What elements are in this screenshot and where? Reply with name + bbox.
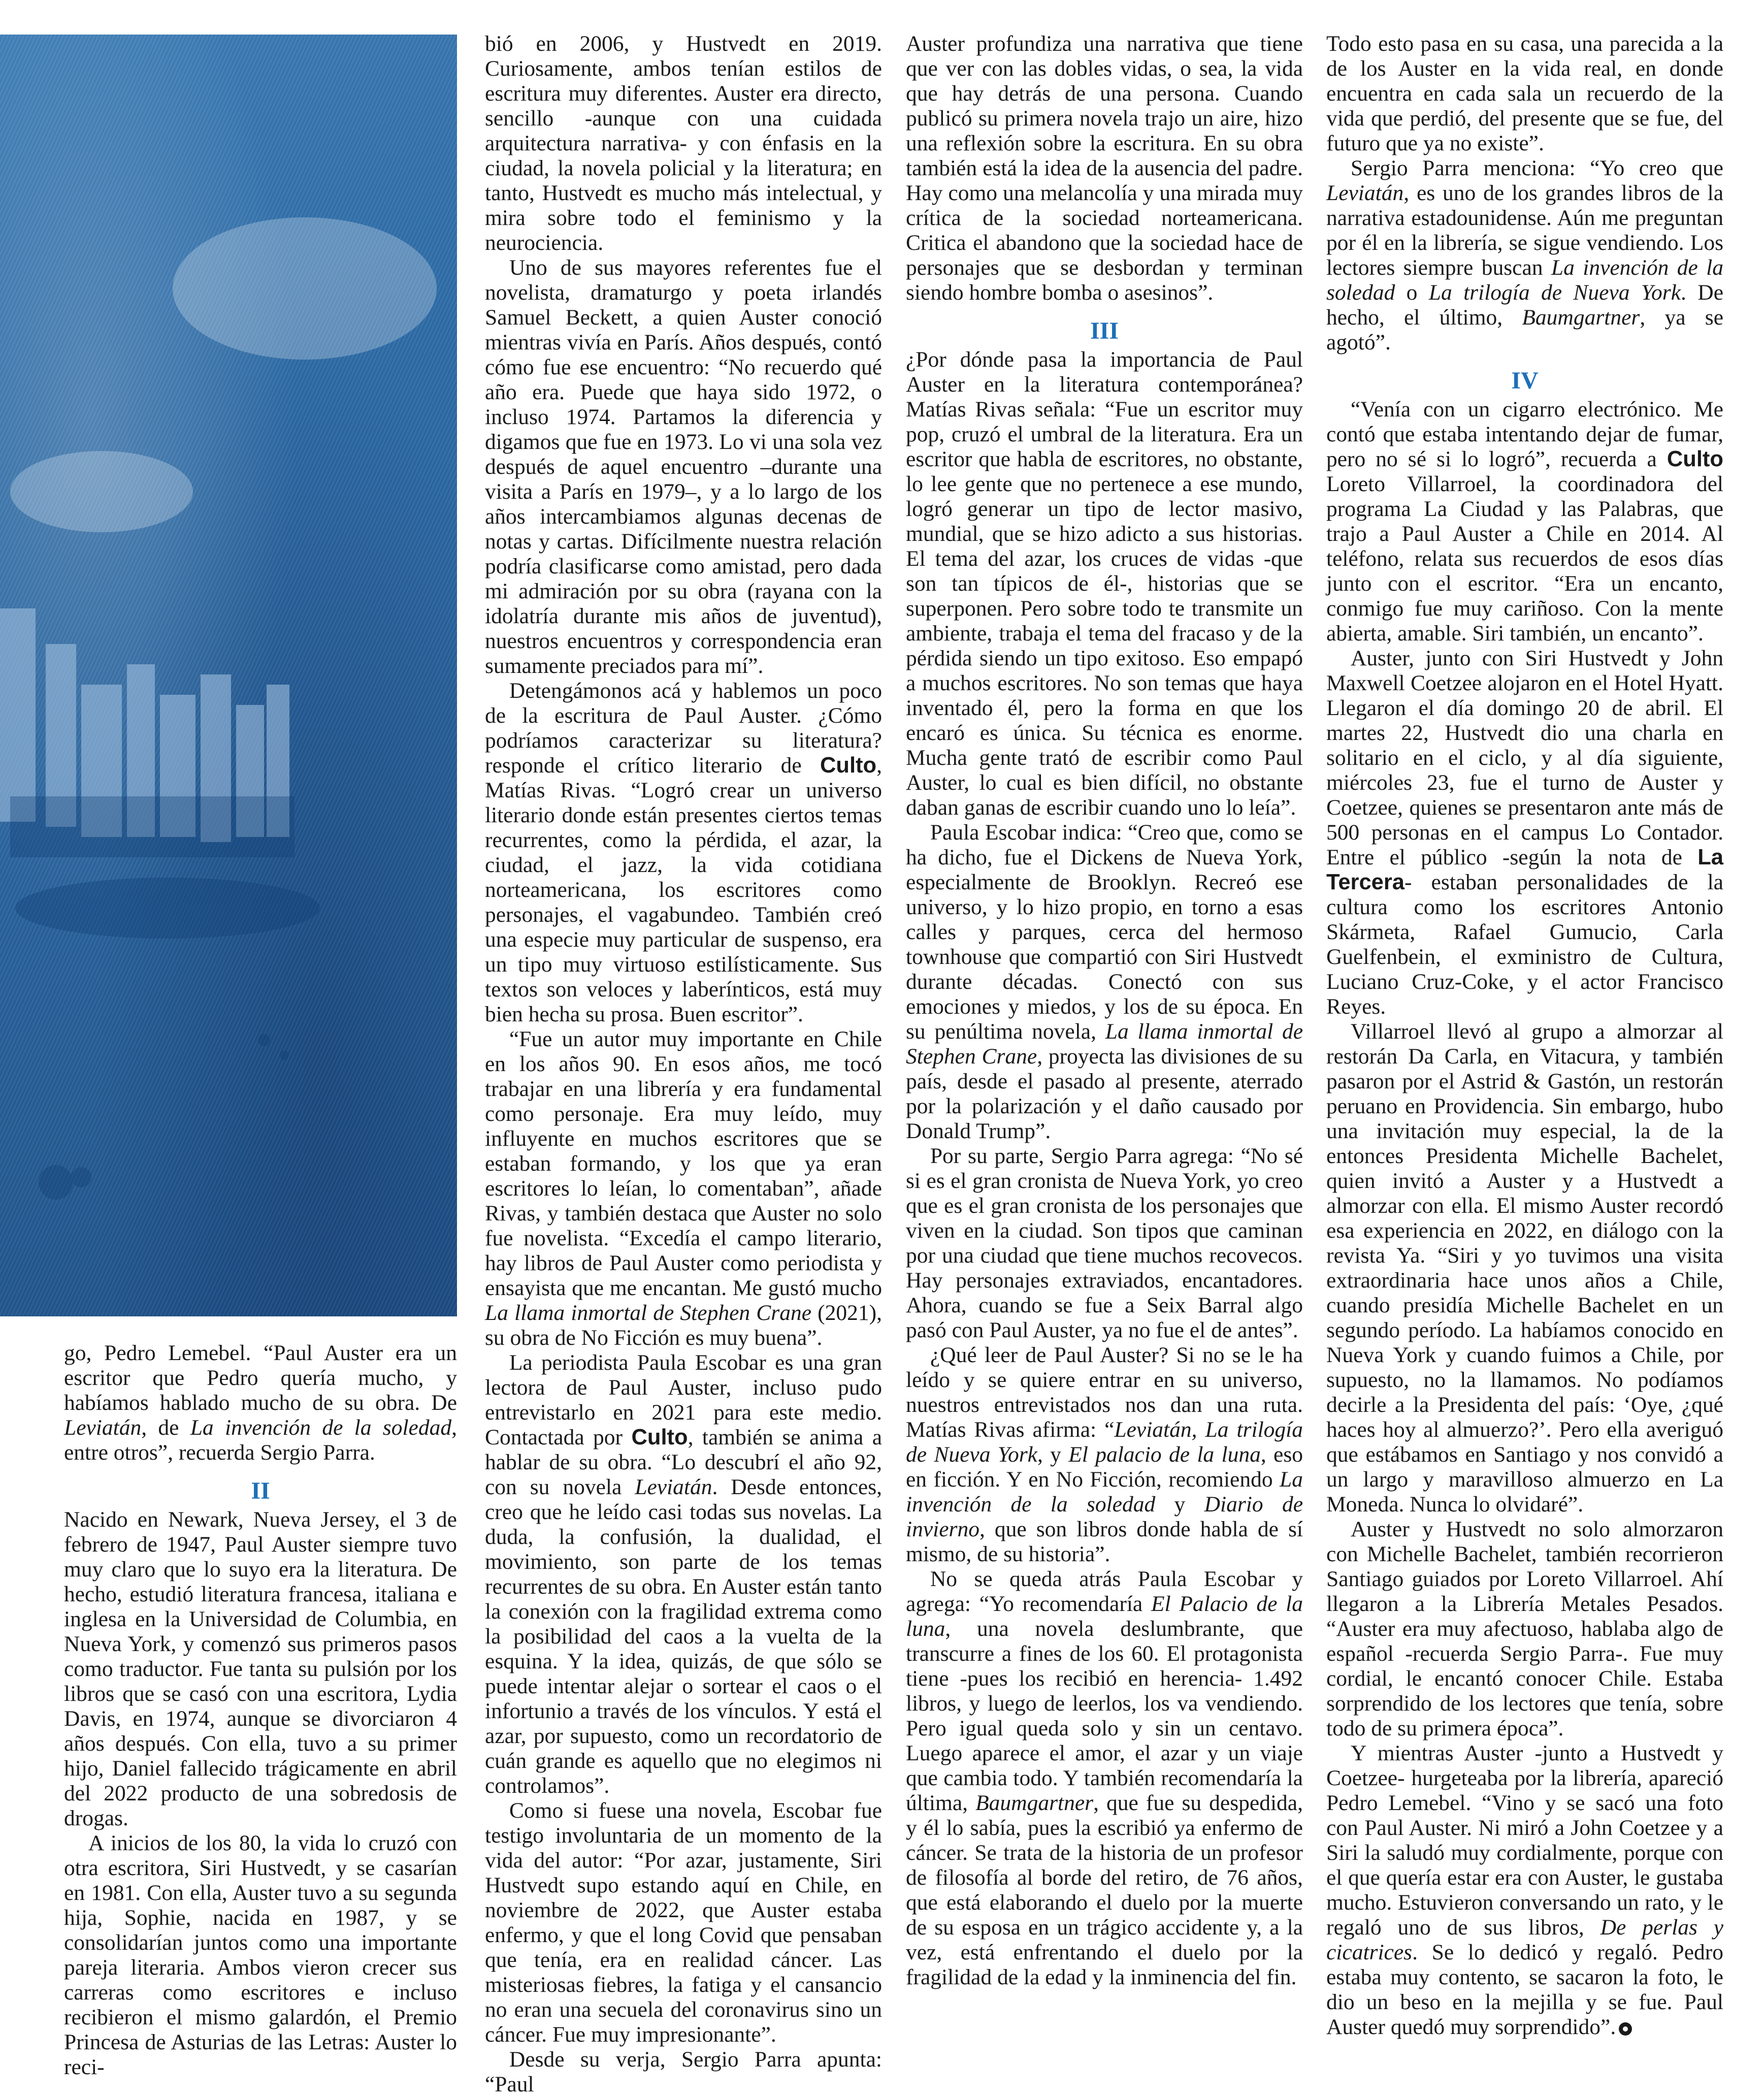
section-heading-ii: II xyxy=(251,1477,270,1504)
paragraph: Auster, junto con Siri Hustvedt y John Maxwell Coetzee alojaron en el Hotel Hyatt. Llegaron el día domingo 20 de abril. El martes 22, Hustvedt dio una charla en solitario en el ciclo, y al día siguiente, miércoles 23, fue el turno de Auster y Coetzee, quienes se presentaron ante más de 500 personas en el campus Lo Contador. Entre el público -según la nota de La Tercera- estaban personalidades de la cultura como los escritores Antonio Skármeta, Rafael Gumucio, Carla Guelfenbein, el exministro de Cultura, Luciano Cruz-Coke, y el actor Francisco Reyes. xyxy=(1326,646,1723,1019)
paragraph: Auster y Hustvedt no solo almorzaron con Michelle Bachelet, también recorrieron Santiago guiados por Loreto Villarroel. Ahí llegaron a la Librería Metales Pesados. “Auster era muy afectuoso, hablaba algo de español -recuerda Sergio Parra-. Fue muy cordial, le encantó conocer Chile. Estaba sorprendido de los lectores que tenía, sobre todo de su primera época”. xyxy=(1326,1517,1723,1740)
section-heading-iii: III xyxy=(1090,317,1119,344)
paragraph: Desde su verja, Sergio Parra apunta: “Paul xyxy=(485,2047,882,2096)
paragraph: Nacido en Newark, Nueva Jersey, el 3 de febrero de 1947, Paul Auster siempre tuvo muy claro que lo suyo era la literatura. De hecho, estudió literatura francesa, italiana e inglesa en la Universidad de Columbia, en Nueva York, y comenzó sus primeros pasos como traductor. Fue tanta su pulsión por los libros que se casó con una escritora, Lydia Davis, en 1974, aunque se divorciaron 4 años después. Con ella, tuvo a su primer hijo, Daniel fallecido trágicamente en abril del 2022 producto de una sobredosis de drogas. xyxy=(64,1507,457,1830)
section-heading-iv: IV xyxy=(1511,367,1539,394)
paragraph: bió en 2006, y Hustvedt en 2019. Curiosamente, ambos tenían estilos de escritura muy diferentes. Auster era directo, sencillo -aunque con una cuidada arquitectura narrativa- y con énfasis en la ciudad, la novela policial y la literatura; en tanto, Hustvedt es mucho más intelectual, y mira sobre todo el feminismo y la neurociencia. xyxy=(485,31,882,255)
article-column-4 xyxy=(1326,31,1723,2040)
paragraph: Por su parte, Sergio Parra agrega: “No sé si es el gran cronista de Nueva York, yo creo que es el gran cronista de los personajes que viven en la ciudad. Son tipos que caminan por una ciudad que tiene muchos recovecos. Hay personajes extraviados, encantadores. Ahora, cuando se fue a Seix Barral algo pasó con Paul Auster, ya no fue el de antes”. xyxy=(906,1144,1303,1342)
skyline-drawing xyxy=(0,35,457,1316)
article-column-2 xyxy=(485,31,882,2097)
paragraph: Sergio Parra menciona: “Yo creo que Leviatán, es uno de los grandes libros de la narrativa estadounidense. Aún me preguntan por él en la librería, se sigue vendiendo. Los lectores siempre buscan La invención de la soledad o La trilogía de Nueva York. De hecho, el último, Baumgartner, ya se agotó”. xyxy=(1326,156,1723,354)
paragraph: Auster profundiza una narrativa que tiene que ver con las dobles vidas, o sea, la vida que hay detrás de una persona. Cuando publicó su primera novela trajo un aire, hizo una reflexión sobre la escritura. En su obra también está la idea de la ausencia del padre. Hay como una melancolía y una mirada muy crítica de la sociedad norteamericana. Critica el abandono que la sociedad hace de personajes que se desbordan y terminan siendo hombre bomba o asesinos”. xyxy=(906,31,1303,305)
paragraph: Uno de sus mayores referentes fue el novelista, dramaturgo y poeta irlandés Samuel Beckett, a quien Auster conoció mientras vivía en París. Años después, contó cómo fue ese encuentro: “No recuerdo qué año era. Puede que haya sido 1972, o incluso 1974. Partamos la diferencia y digamos que fue en 1973. Lo vi una sola vez después de aquel encuentro –durante una visita a París en 1979–, y a lo largo de los años intercambiamos algunas decenas de notas y cartas. Difícilmente nuestra relación podría clasificarse como amistad, pero dada mi admiración por su obra (rayana con la idolatría durante mis años de juventud), nuestros encuentros y correspondencia eran sumamente preciados para mí”. xyxy=(485,255,882,678)
paragraph: Paula Escobar indica: “Creo que, como se ha dicho, fue el Dickens de Nueva York, especialmente de Brooklyn. Recreó ese universo, y lo hizo propio, en torno a esas calles y parques, cerca del hermoso townhouse que compartió con Siri Hustvedt durante décadas. Conectó con sus emociones y miedos, y los de su época. En su penúltima novela, La llama inmortal de Stephen Crane, proyecta las divisiones de su país, desde el pasado al presente, aterrado por la polarización y el daño causado por Donald Trump”. xyxy=(906,820,1303,1143)
ink-blot xyxy=(39,1165,73,1200)
ink-blot xyxy=(258,1034,270,1046)
building-shape xyxy=(0,608,36,822)
paragraph: ¿Qué leer de Paul Auster? Si no se le ha leído y se quiere entrar en su universo, nuestros entrevistados nos dan una ruta. Matías Rivas afirma: “Leviatán, La trilogía de Nueva York, y El palacio de la luna, eso en ficción. Y en No Ficción, recomiendo La invención de la soledad y Diario de invierno, que son libros donde habla de sí mismo, de su historia”. xyxy=(906,1343,1303,1566)
ink-blot xyxy=(71,1167,91,1187)
paragraph: Detengámonos acá y hablemos un poco de la escritura de Paul Auster. ¿Cómo podríamos caracterizar su literatura? responde el crítico literario de Culto, Matías Rivas. “Logró crear un universo literario donde están presentes ciertos temas recurrentes, como la pérdida, el azar, la ciudad, el jazz, la vida cotidiana norteamericana, los escritores como personajes, el vagabundeo. También creó una especie muy particular de suspenso, era un tipo muy virtuoso estilísticamente. Sus textos son veloces y laberínticos, está muy bien hecha su prosa. Buen escritor”. xyxy=(485,679,882,1026)
paragraph: Y mientras Auster -junto a Hustvedt y Coetzee- hurgeteaba por la librería, apareció Pedro Lemebel. “Vino y se sacó una foto con Paul Auster. Ni miró a John Coetzee y a Siri la saludó muy cordialmente, porque con el que quería estar era con Auster, le gustaba mucho. Estuvieron conversando un rato, y le regaló uno de sus libros, De perlas y cicatrices. Se lo dedicó y regaló. Pedro estaba muy contento, se sacaron la foto, le dio un beso en la mejilla y se fue. Paul Auster quedó muy sorprendido”. xyxy=(1326,1741,1724,2039)
article-column-3 xyxy=(906,31,1303,1990)
light-wash xyxy=(10,451,193,532)
paragraph: Todo esto pasa en su casa, una parecida a la de los Auster en la vida real, en donde encuentra en cada sala un recuerdo de la vida que perdió, del presente que se fue, del futuro que ya no existe”. xyxy=(1326,31,1723,155)
paragraph: La periodista Paula Escobar es una gran lectora de Paul Auster, incluso pudo entrevistarlo en 2021 para este medio. Contactada por Culto, también se anima a hablar de su obra. “Lo descubrí el año 92, con su novela Leviatán. Desde entonces, creo que he leído casi todas sus novelas. La duda, la confusión, la dualidad, el movimiento, son parte de los temas recurrentes de su obra. En Auster están tanto la conexión con la fragilidad extrema como la posibilidad del caos a la vuelta de la esquina. Y la idea, quizás, de que sólo se puede intentar alejar o sortear el caos o el infortunio a través de los vínculos. Y está el azar, por supuesto, como un recordatorio de cuán grande es aquello que no elegimos ni controlamos”. xyxy=(485,1350,883,1798)
light-wash xyxy=(173,217,437,360)
skyline-illustration xyxy=(0,35,457,1316)
paragraph: ¿Por dónde pasa la importancia de Paul Auster en la literatura contemporánea? Matías Rivas señala: “Fue un escritor muy pop, cruzó el umbral de la literatura. Era un escritor que habla de escritores, no obstante, lo lee gente que no pertenece a ese mundo, logró generar un tipo de lector masivo, mundial, que se hizo adicto a sus historias. El tema del azar, los cruces de vidas -que son tan típicos de él-, historias que se superponen. Pero sobre todo te transmite un ambiente, trabaja el tema del fracaso y de la pérdida siendo un tipo exitoso. Eso empapó a muchos escritores. No son temas que haya inventado él, pero la forma en que los encaró es única. Su técnica es enorme. Mucha gente trató de escribir como Paul Auster, lo cual es bien difícil, no obstante daban ganas de escribir cuando uno lo leía”. xyxy=(906,347,1303,820)
ink-blot xyxy=(280,1051,289,1060)
paragraph: “Fue un autor muy importante en Chile en los años 90. En esos años, me tocó trabajar en una librería y era fundamental como personaje. Era muy leído, muy influyente en muchos escritores que se estaban formando, y los que ya eran escritores lo leían, lo comentaban”, añade Rivas, y también destaca que Auster no solo fue novelista. “Excedía el campo literario, hay libros de Paul Auster como periodista y ensayista que me encantan. Me gustó mucho La llama inmortal de Stephen Crane (2021), su obra de No Ficción es muy buena”. xyxy=(485,1027,882,1350)
article-column-1 xyxy=(64,1341,457,2080)
waterline-shape xyxy=(10,796,295,857)
reflection-shape xyxy=(15,878,320,939)
paragraph: “Venía con un cigarro electrónico. Me contó que estaba intentando dejar de fumar, pero no sé si lo logró”, recuerda a Culto Loreto Villarroel, la coordinadora del programa La Ciudad y las Palabras, que trajo a Paul Auster a Chile en 2014. Al teléfono, relata sus recuerdos de esos días junto con el escritor. “Era un encanto, conmigo fue muy cariñoso. Con la mente abierta, amable. Siri también, un encanto”. xyxy=(1326,397,1723,646)
paragraph: No se queda atrás Paula Escobar y agrega: “Yo recomendaría El Palacio de la luna, una novela deslumbrante, que transcurre a fines de los 60. El protagonista tiene -pues los recibió en herencia- 1.492 libros, y luego de leerlos, los va vendiendo. Pero igual queda solo y sin un centavo. Luego aparece el amor, el azar y un viaje que cambia todo. Y también recomendaría la última, Baumgartner, que fue su despedida, y él lo sabía, pues la escribió ya enfermo de cáncer. Se trata de la historia de un profesor de filosofía al borde del retiro, de 76 años, que está elaborando el duelo por la muerte de su esposa en un trágico accidente y, a la vez, está enfrentando el duelo por la fragilidad de la edad y la inminencia del fin. xyxy=(906,1567,1303,1989)
paragraph: Villarroel llevó al grupo a almorzar al restorán Da Carla, en Vitacura, y también pasaron por el Astrid & Gastón, un restorán peruano en Providencia. Sin embargo, hubo una invitación muy especial, la de la entonces Presidenta Michelle Bachelet, quien invitó a Auster y a Hustvedt a almorzar con ella. El mismo Auster recordó esa experiencia en 2022, en diálogo con la revista Ya. “Siri y yo tuvimos una visita extraordinaria hace unos años a Chile, cuando presidía Michelle Bachelet en un segundo período. La habíamos conocido en Nueva York y cuando fuimos a Chile, por supuesto, no la llamamos. No podíamos decirle a la Presidenta del país: ‘Oye, ¿qué haces hoy al almuerzo?’. Pero ella averiguó que estábamos en Santiago y nos convidó a un largo y maravilloso almuerzo en La Moneda. Nunca lo olvidaré”. xyxy=(1326,1019,1723,1517)
paragraph: A inicios de los 80, la vida lo cruzó con otra escritora, Siri Hustvedt, y se casarían en 1981. Con ella, Auster tuvo a su segunda hija, Sophie, nacida en 1987, y se consolidarían juntos como una importante pareja literaria. Ambos vieron crecer sus carreras como escritores e incluso recibieron el mismo galardón, el Premio Princesa de Asturias de las Letras: Auster lo reci- xyxy=(64,1831,457,2079)
paragraph: Como si fuese una novela, Escobar fue testigo involuntaria de un momento de la vida del autor: “Por azar, justamente, Siri Hustvedt supo estando aquí en Chile, en noviembre de 2022, que Auster estaba enfermo, y que el long Covid que pensaban que tenía, era en realidad cáncer. Las misteriosas fiebres, la fatiga y el cansancio no eran una secuela del coronavirus sino un cáncer. Fue muy impresionante”. xyxy=(485,1798,882,2047)
paragraph: go, Pedro Lemebel. “Paul Auster era un escritor que Pedro quería mucho, y habíamos hablado mucho de su obra. De Leviatán, de La invención de la soledad, entre otros”, recuerda Sergio Parra. xyxy=(64,1341,457,1465)
end-of-article-icon xyxy=(1619,2022,1632,2036)
